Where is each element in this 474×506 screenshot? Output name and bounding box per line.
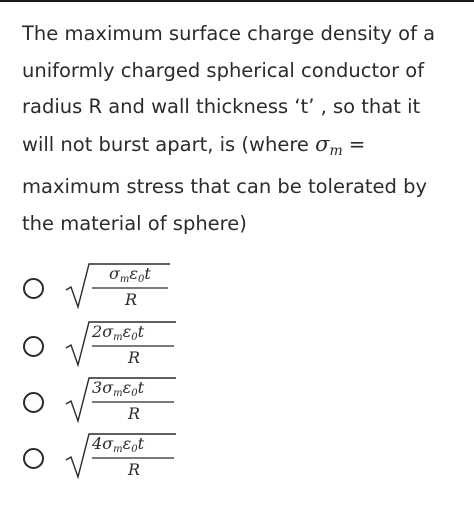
option-a-formula	[64, 260, 214, 316]
option-a-numerator: $\sigma_m\varepsilon_0t$	[109, 264, 151, 285]
option-b[interactable]	[22, 318, 322, 374]
question-line-2: uniformly charged spherical conductor of	[22, 58, 425, 82]
top-divider	[0, 0, 474, 2]
option-a[interactable]	[22, 260, 322, 316]
question-line-5: maximum stress that can be tolerated by	[22, 175, 428, 198]
option-c-denominator: R	[128, 404, 141, 423]
sigma-m-symbol: $\sigma_m$	[315, 131, 343, 159]
option-d-formula	[64, 430, 214, 486]
option-c-radio[interactable]	[23, 392, 44, 413]
question-line-4-text: will not burst apart, is (where	[22, 132, 316, 156]
question-line-6: the material of sphere)	[22, 211, 247, 235]
option-b-numerator: $2\sigma_m\varepsilon_0t$	[92, 322, 144, 343]
option-c-formula	[64, 374, 214, 430]
option-c[interactable]	[22, 374, 322, 430]
option-d[interactable]	[22, 430, 322, 486]
question-line-1: The maximum surface charge density of a	[22, 22, 436, 45]
option-b-formula	[64, 318, 214, 374]
option-b-denominator: R	[128, 348, 141, 367]
option-d-numerator: $4\sigma_m\varepsilon_0t$	[92, 434, 144, 455]
option-d-denominator: R	[128, 460, 141, 479]
question-line-3: radius R and wall thickness ‘t’ , so that it	[22, 95, 421, 118]
option-c-numerator: $3\sigma_m\varepsilon_0t$	[92, 378, 144, 399]
equals-sign: =	[342, 132, 366, 156]
question-line-4	[22, 126, 462, 170]
option-a-radio[interactable]	[23, 278, 44, 299]
question-text	[22, 16, 462, 242]
option-d-radio[interactable]	[23, 448, 44, 469]
option-b-radio[interactable]	[23, 336, 44, 357]
option-a-denominator: R	[125, 290, 138, 309]
